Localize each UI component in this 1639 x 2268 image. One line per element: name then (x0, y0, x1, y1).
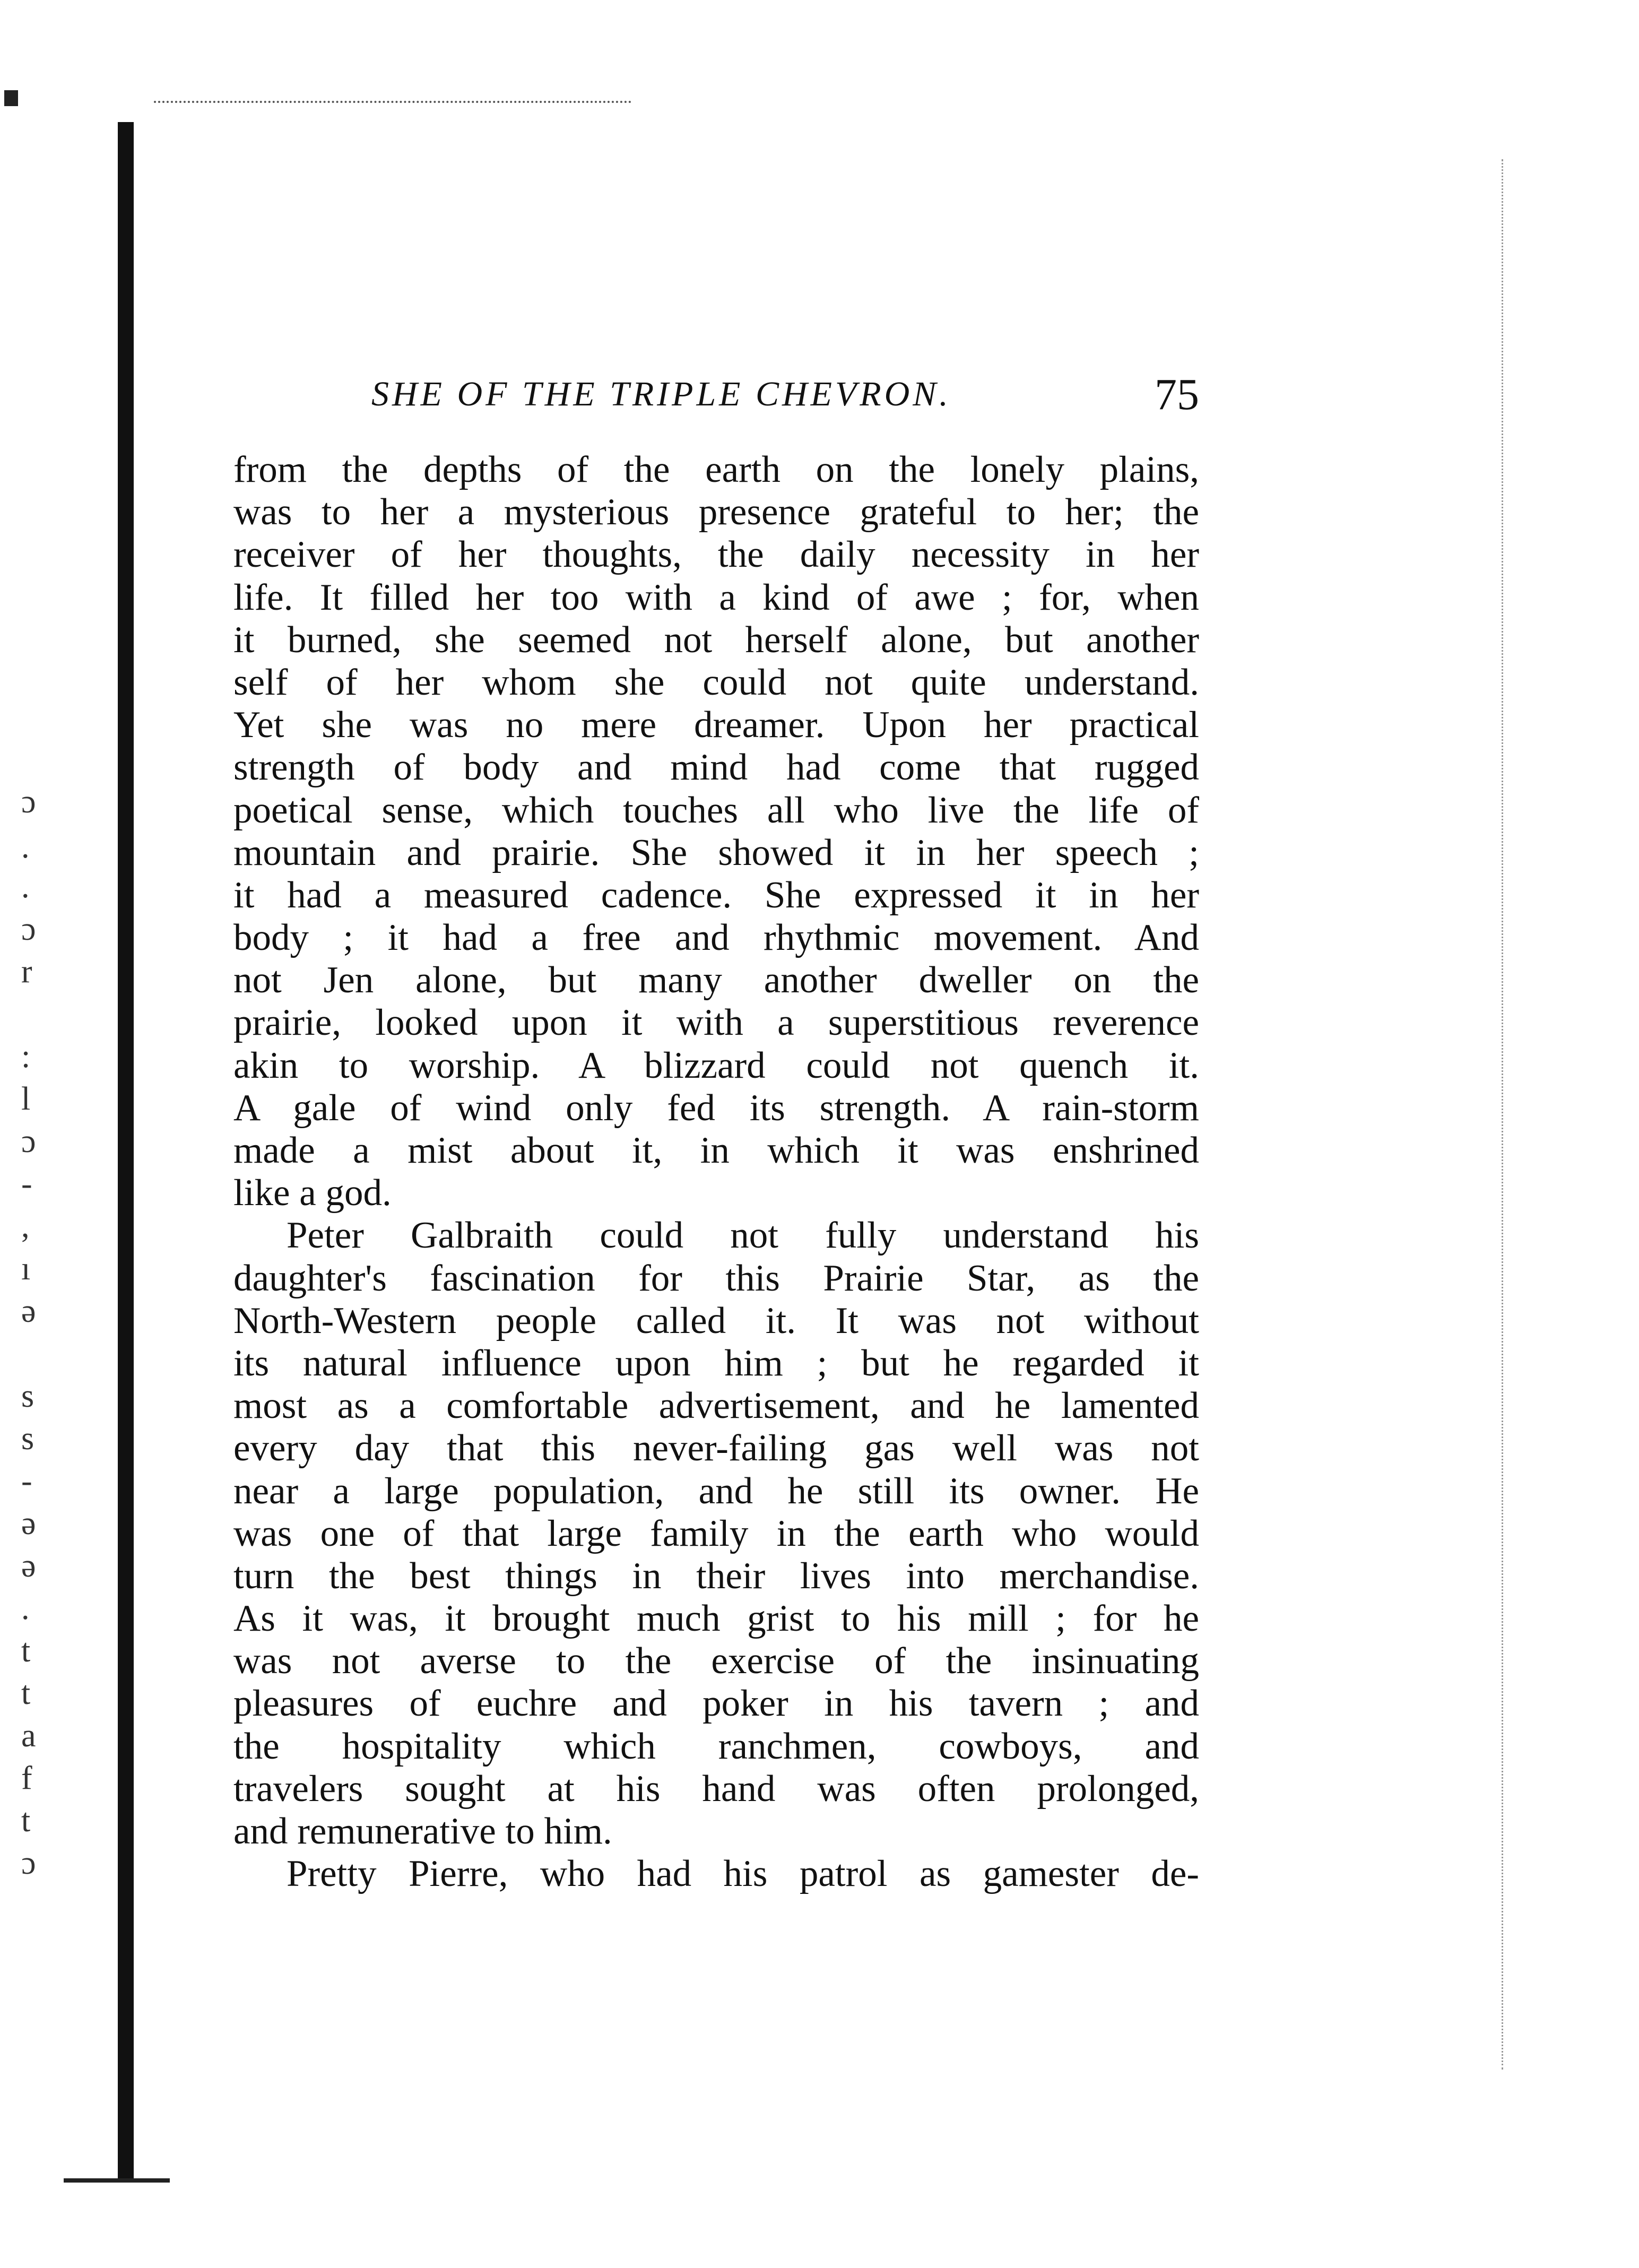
fragment-char: ə (21, 1548, 36, 1584)
text-line: most as a comfortable advertisement, and he lamented (233, 1385, 1199, 1427)
text-line: life. It filled her too with a kind of awe ; for, when (233, 576, 1199, 618)
top-edge-specks (154, 101, 631, 106)
binding-shadow-foot (64, 2178, 170, 2183)
text-line: akin to worship. A blizzard could not quench it. (233, 1044, 1199, 1086)
text-line: was to her a mysterious presence grateful to her; the (233, 491, 1199, 533)
text-line: A gale of wind only fed its strength. A rain-storm (233, 1087, 1199, 1129)
fragment-char: ı (21, 1251, 31, 1287)
text-line: Pretty Pierre, who had his patrol as gamester de- (287, 1853, 1199, 1895)
facing-page-fragments (21, 785, 74, 1900)
text-line: strength of body and mind had come that rugged (233, 747, 1199, 789)
fragment-char: ə (21, 1293, 36, 1329)
text-line: made a mist about it, in which it was enshrined (233, 1130, 1199, 1171)
text-line: pleasures of euchre and poker in his tavern ; and (233, 1683, 1199, 1725)
page-number: 75 (1155, 370, 1199, 419)
fragment-char: - (21, 1463, 32, 1499)
text-line: not Jen alone, but many another dweller on the (233, 959, 1199, 1001)
fragment-char: t (21, 1675, 31, 1711)
text-line: travelers sought at his hand was often prolonged, (233, 1768, 1199, 1810)
text-line: turn the best things in their lives into merchandise. (233, 1555, 1199, 1597)
page-header (371, 369, 1199, 427)
corner-scan-mark (4, 90, 18, 106)
fragment-char: a (21, 1718, 36, 1754)
fragment-char: . (21, 1590, 30, 1626)
fragment-char: l (21, 1081, 31, 1117)
fragment-char: r (21, 954, 32, 990)
fragment-char: s (21, 1378, 34, 1414)
text-line: prairie, looked upon it with a superstitious reverence (233, 1002, 1199, 1044)
text-line: self of her whom she could not quite understand. (233, 661, 1199, 703)
text-line: was one of that large family in the earth who would (233, 1512, 1199, 1554)
text-line: from the depths of the earth on the lonely plains, (233, 449, 1199, 490)
text-line: its natural influence upon him ; but he regarded it (233, 1342, 1199, 1384)
running-title: SHE OF THE TRIPLE CHEVRON. (371, 375, 951, 413)
text-line: the hospitality which ranchmen, cowboys, and (233, 1725, 1199, 1767)
fragment-char: ɔ (21, 911, 36, 947)
text-line: Peter Galbraith could not fully understand his (287, 1215, 1199, 1257)
text-line: Yet she was no mere dreamer. Upon her practical (233, 704, 1199, 746)
text-line: receiver of her thoughts, the daily necessity in her (233, 534, 1199, 576)
fragment-char: ɔ (21, 1123, 36, 1159)
fragment-char: . (21, 829, 30, 865)
fragment-char: . (21, 869, 30, 905)
text-line: As it was, it brought much grist to his mill ; for he (233, 1598, 1199, 1640)
fragment-char: ə (21, 1505, 36, 1542)
body-text (233, 448, 1199, 1895)
text-line: was not averse to the exercise of the insinuating (233, 1640, 1199, 1682)
fragment-char: ɔ (21, 1845, 36, 1881)
text-line: every day that this never-failing gas well was not (233, 1427, 1199, 1469)
text-line: mountain and prairie. She showed it in her speech ; (233, 832, 1199, 873)
text-line: it had a measured cadence. She expressed it in her (233, 874, 1199, 916)
text-line: and remunerative to him. (233, 1811, 612, 1852)
fragment-char: - (21, 1166, 32, 1202)
text-line: poetical sense, which touches all who live the life of (233, 789, 1199, 831)
fragment-char: : (21, 1038, 31, 1075)
text-line: it burned, she seemed not herself alone, but another (233, 619, 1199, 661)
text-line: like a god. (233, 1172, 392, 1214)
fragment-char: , (21, 1208, 30, 1244)
text-line: daughter's fascination for this Prairie Star, as the (233, 1257, 1199, 1299)
text-line: body ; it had a free and rhythmic movement. And (233, 917, 1199, 959)
text-line: North-Western people called it. It was not without (233, 1300, 1199, 1341)
fragment-char: ɔ (21, 784, 36, 820)
fragment-char: s (21, 1421, 34, 1457)
right-edge-specks (1502, 159, 1505, 2070)
fragment-char: f (21, 1760, 32, 1796)
text-line: near a large population, and he still its owner. He (233, 1470, 1199, 1512)
fragment-char: t (21, 1803, 31, 1839)
binding-shadow (118, 122, 134, 2181)
fragment-char: t (21, 1633, 31, 1669)
